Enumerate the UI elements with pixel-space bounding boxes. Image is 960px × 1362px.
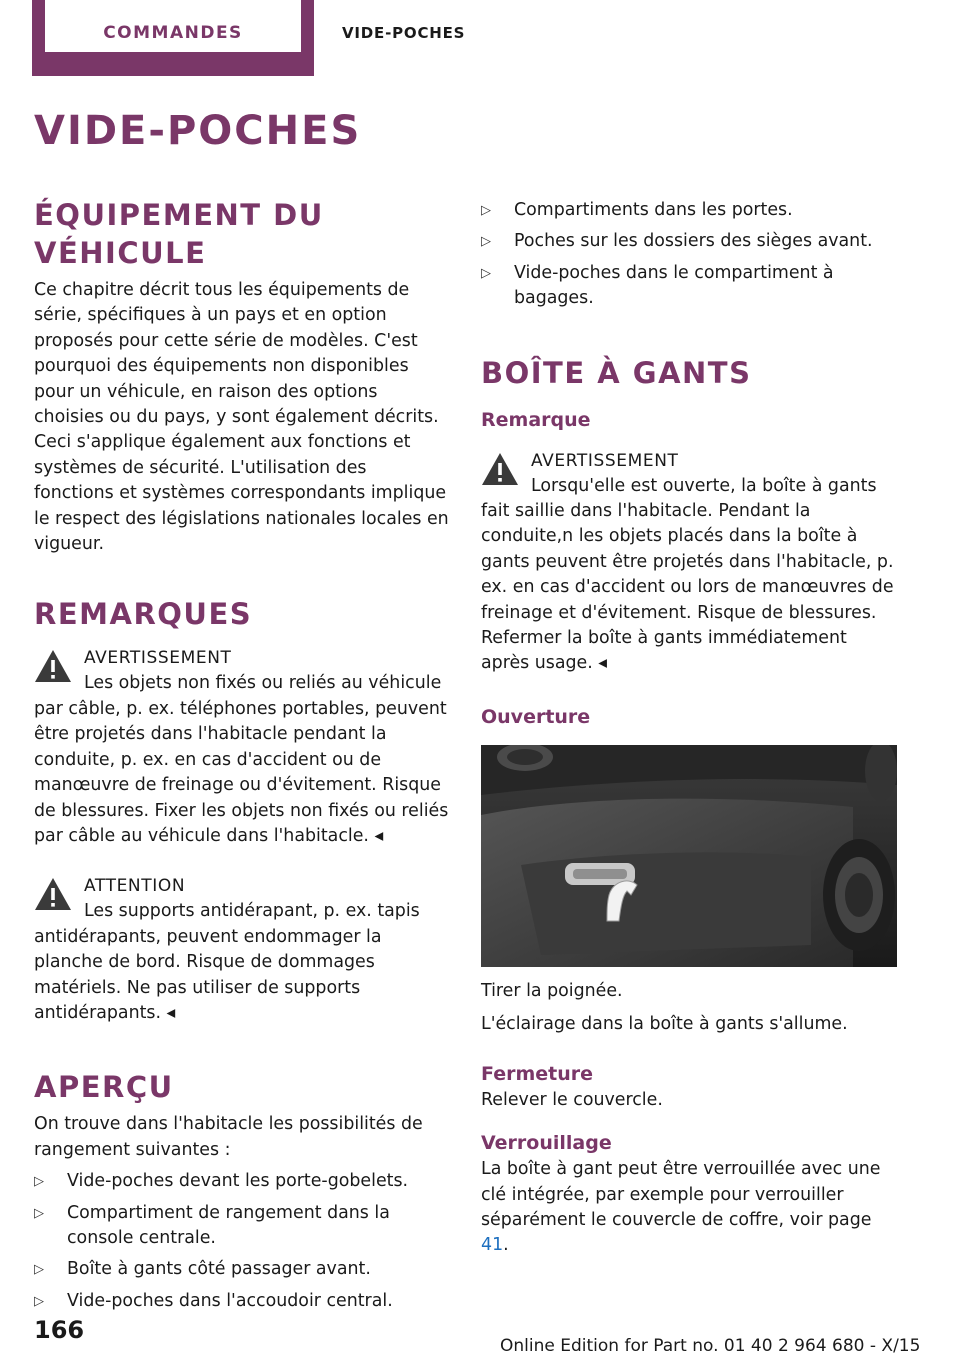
subsection-title-remarque: Remarque <box>481 408 591 431</box>
paragraph-apercu: On trouve dans l'habitacle les possibilités de rangement suivantes : <box>34 1114 423 1160</box>
end-mark-icon: ◂ <box>166 1002 176 1023</box>
subsection-title-ouverture: Ouverture <box>481 705 591 728</box>
list-item: ▷ Compartiments dans les portes. <box>481 198 899 223</box>
section-title-boite-a-gants: BOÎTE À GANTS <box>481 355 752 390</box>
paragraph-equipement: Ce chapitre décrit tous les équipements de série, spécifiques à un pays et en option proposés pour cette série de modèles. C'est pourquoi des équipements non disponibles pour un véhicule, en raison des options choisies ou du pays, y sont également décrits. Ceci s'applique également aux fonctions et systèmes de sécurité. L'utilisation des fonctions et systèmes correspondants implique le respect des législations nationales locales en vigueur. <box>34 280 449 555</box>
header-tab-label: COMMANDES <box>45 0 301 52</box>
bullet-triangle-icon: ▷ <box>481 265 491 281</box>
header-tab-commandes[interactable] <box>32 0 314 76</box>
bullet-triangle-icon: ▷ <box>34 1293 44 1309</box>
warning-heading: ATTENTION <box>84 876 186 897</box>
warning-block-3 <box>481 448 899 677</box>
edition-footer: Online Edition for Part no. 01 40 2 964 680 - X/15 <box>500 1336 921 1356</box>
list-item: ▷ Vide-poches dans l'accoudoir central. <box>34 1289 450 1314</box>
list-item: ▷ Poches sur les dossiers des sièges avant. <box>481 229 899 254</box>
section-title-equipement: ÉQUIPEMENT DU VÉHICULE <box>34 198 324 270</box>
warning-block-1 <box>34 645 450 849</box>
subsection-title-fermeture: Fermeture <box>481 1062 594 1085</box>
warning-triangle-icon <box>481 452 519 486</box>
header-tab-vide-poches[interactable]: VIDE-POCHES <box>342 24 466 42</box>
bullet-triangle-icon: ▷ <box>34 1205 44 1221</box>
list-item: ▷ Compartiment de rangement dans la console centrale. <box>34 1202 390 1248</box>
glovebox-photo <box>481 745 897 967</box>
storage-list-left <box>34 1169 450 1314</box>
bullet-triangle-icon: ▷ <box>481 203 491 218</box>
end-mark-icon: ◂ <box>374 825 384 846</box>
left-column <box>34 196 450 1314</box>
end-mark-icon: ◂ <box>598 653 608 674</box>
bullet-triangle-icon: ▷ <box>34 1174 44 1190</box>
opening-step-1: Tirer la poignée. <box>481 980 623 1001</box>
storage-list-right <box>481 198 899 312</box>
section-title-apercu: APERÇU <box>34 1070 174 1105</box>
list-item: ▷ Boîte à gants côté passager avant. <box>34 1257 450 1282</box>
bullet-triangle-icon: ▷ <box>481 234 491 250</box>
warning-triangle-icon <box>34 649 72 683</box>
warning-triangle-icon <box>34 877 72 911</box>
page-title: VIDE-POCHES <box>34 108 362 154</box>
list-item: ▷ Vide-poches devant les porte-gobelets. <box>34 1169 450 1194</box>
page-number: 166 <box>34 1316 85 1344</box>
section-title-remarques: REMARQUES <box>34 597 253 632</box>
warning-text: Les supports antidérapant, p. ex. tapis antidérapants, peuvent endommager la planche de bord. Risque de dommages matériels. Ne pas utiliser de supports antidérapants. <box>34 901 420 1023</box>
list-item: ▷ Vide-poches dans le compartiment à bagages. <box>481 262 834 309</box>
page-link[interactable]: 41 <box>481 1235 504 1256</box>
warning-heading: AVERTISSEMENT <box>531 450 679 471</box>
warning-text: Lorsqu'elle est ouverte, la boîte à gants fait saillie dans l'habitacle. Pendant la conduite,n les objets placés dans la boîte à gants peuvent être projetés dans l'habitacle, p. ex. en cas d'accident ou lors de manœuvres de freinage et d'évitement. Risque de blessures. Refermer la boîte à gants immédiatement après usage. <box>481 475 894 674</box>
subsection-title-verrouillage: Verrouillage <box>481 1132 612 1155</box>
closing-text: Relever le couvercle. <box>481 1089 663 1110</box>
right-column <box>481 198 899 1259</box>
warning-text: Les objets non fixés ou reliés au véhicule par câble, p. ex. téléphones portables, peuvent être projetés dans l'habitacle pendant la conduite, p. ex. en cas d'accident ou de manœuvre de freinage ou d'évitement. Risque de blessures. Fixer les objets non fixés ou reliés par câble au véhicule dans l'habitacle. <box>34 673 449 846</box>
opening-step-2: L'éclairage dans la boîte à gants s'allume. <box>481 1014 848 1035</box>
locking-text: La boîte à gant peut être verrouillée avec une clé intégrée, par exemple pour verrouiller séparément le couvercle de coffre, voir page 41. <box>481 1159 881 1256</box>
warning-block-2 <box>34 873 450 1026</box>
warning-heading: AVERTISSEMENT <box>84 648 232 669</box>
bullet-triangle-icon: ▷ <box>34 1262 44 1278</box>
